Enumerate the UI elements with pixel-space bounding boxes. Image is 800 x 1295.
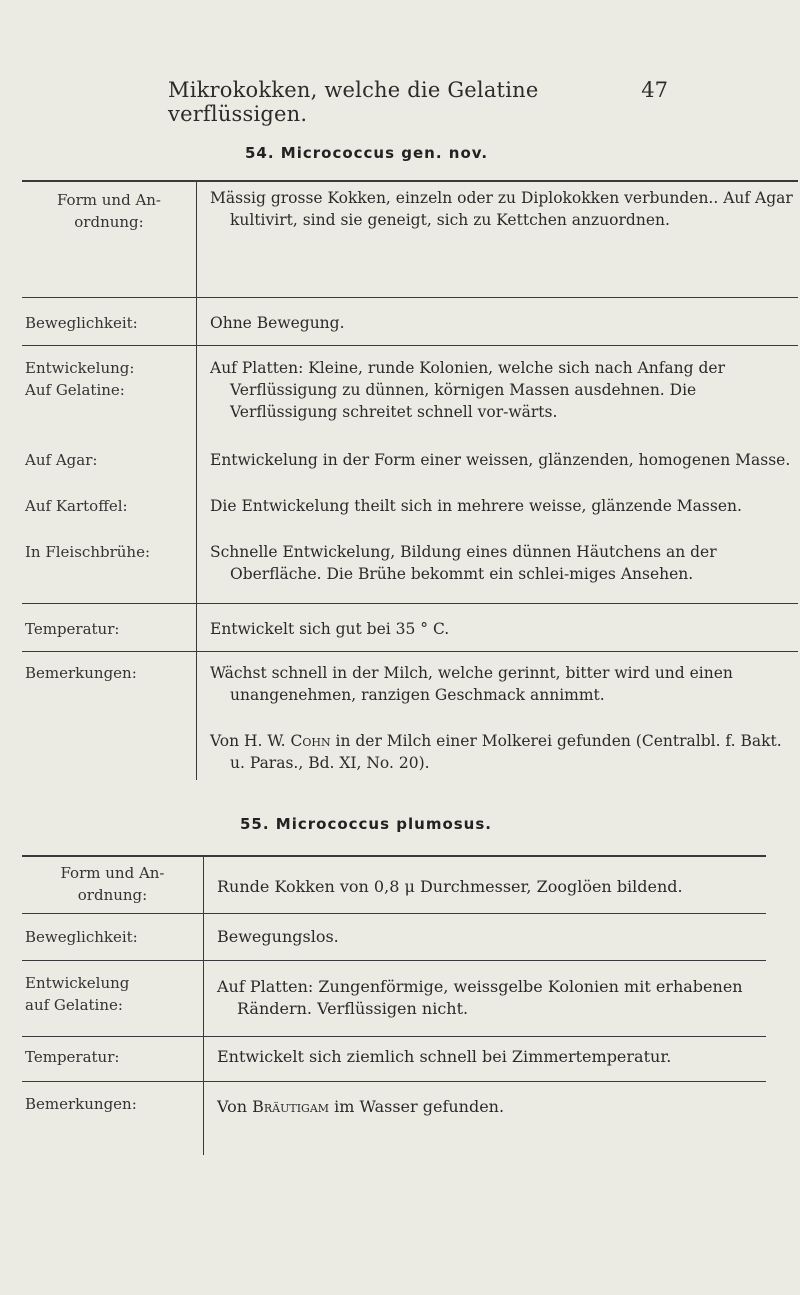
table-54-remarks-label: Bemerkungen: [25, 664, 137, 682]
table-55-remarks-text: Von Bräutigam im Wasser gefunden. [217, 1097, 505, 1116]
table-54-column-rule [196, 180, 197, 780]
table-55-row-rule [22, 1036, 766, 1037]
table-54-row-rule [22, 297, 798, 298]
table-54-gelatine-label: Auf Gelatine: [25, 381, 125, 399]
table-55-form-text: Runde Kokken von 0,8 μ Durchmesser, Zooglöen bildend. [217, 877, 683, 896]
table-54-top-rule [22, 180, 798, 182]
section-55-title: 55. Micrococcus plumosus. [240, 815, 492, 833]
table-55-column-rule [203, 855, 204, 1155]
table-54-development-label: Entwickelung: [25, 359, 135, 377]
table-54-temperature-text: Entwickelt sich gut bei 35 ° C. [210, 620, 450, 638]
table-54-row-rule [22, 651, 798, 652]
table-55-remarks-label: Bemerkungen: [25, 1095, 137, 1113]
table-55-form-label: Form und An- ordnung: [60, 864, 165, 904]
table-55-row-rule [22, 1081, 766, 1082]
table-54-motility-text: Ohne Bewegung. [210, 314, 345, 332]
table-54-agar-text: Entwickelung in der Form einer weissen, glänzenden, homogenen Masse. [210, 451, 791, 469]
running-title: Mikrokokken, welche die Gelatine verflüssigen. [168, 78, 539, 126]
table-55-top-rule [22, 855, 766, 857]
table-54-form-text: Mässig grosse Kokken, einzeln oder zu Diplokokken verbunden.. Auf Agar kultivirt, sind sie geneigt, sich zu Kettchen anzuordnen. [210, 189, 793, 229]
table-55-motility-label: Beweglichkeit: [25, 928, 138, 946]
table-54-potato-text: Die Entwickelung theilt sich in mehrere weisse, glänzende Massen. [210, 497, 742, 515]
table-54-row-rule [22, 603, 798, 604]
table-54-gelatine-text: Auf Platten: Kleine, runde Kolonien, welche sich nach Anfang der Verflüssigung zu dünnen, körnigen Massen ausdehnen. Die Verflüssigung schreitet schnell vor-wärts. [210, 359, 726, 421]
table-54-form-label: Form und An- ordnung: [56, 191, 162, 231]
table-54-remarks-text-1: Wächst schnell in der Milch, welche gerinnt, bitter wird und einen unangenehmen, ranzigen Geschmack annimmt. [210, 664, 733, 704]
table-54-broth-label: In Fleischbrühe: [25, 543, 151, 561]
table-55-row-rule [22, 960, 766, 961]
table-54-agar-label: Auf Agar: [25, 451, 98, 469]
table-55-development-label: Entwickelung auf Gelatine: [25, 974, 130, 1014]
table-55-temperature-label: Temperatur: [25, 1048, 120, 1066]
table-54-remarks-text-2: Von H. W. Cohn in der Milch einer Molkerei gefunden (Centralbl. f. Bakt. u. Paras., Bd. XI, No. 20). [210, 732, 782, 772]
table-54-row-rule [22, 345, 798, 346]
section-54-title: 54. Micrococcus gen. nov. [245, 144, 489, 162]
author-name: Cohn [290, 732, 331, 750]
table-55-development-text: Auf Platten: Zungenförmige, weissgelbe Kolonien mit erhabenen Rändern. Verflüssigen nicht. [217, 977, 743, 1018]
table-54-broth-text: Schnelle Entwickelung, Bildung eines dünnen Häutchens an der Oberfläche. Die Brühe bekommt ein schlei-miges Ansehen. [210, 543, 717, 583]
table-54-motility-label: Beweglichkeit: [25, 314, 138, 332]
page-number: 47 [641, 78, 668, 102]
table-55-temperature-text: Entwickelt sich ziemlich schnell bei Zimmertemperatur. [217, 1047, 672, 1066]
author-name: Bräutigam [252, 1097, 330, 1116]
table-54-temperature-label: Temperatur: [25, 620, 120, 638]
table-55-row-rule [22, 913, 766, 914]
table-55-motility-text: Bewegungslos. [217, 927, 339, 946]
running-header [168, 78, 668, 126]
table-54-potato-label: Auf Kartoffel: [25, 497, 128, 515]
